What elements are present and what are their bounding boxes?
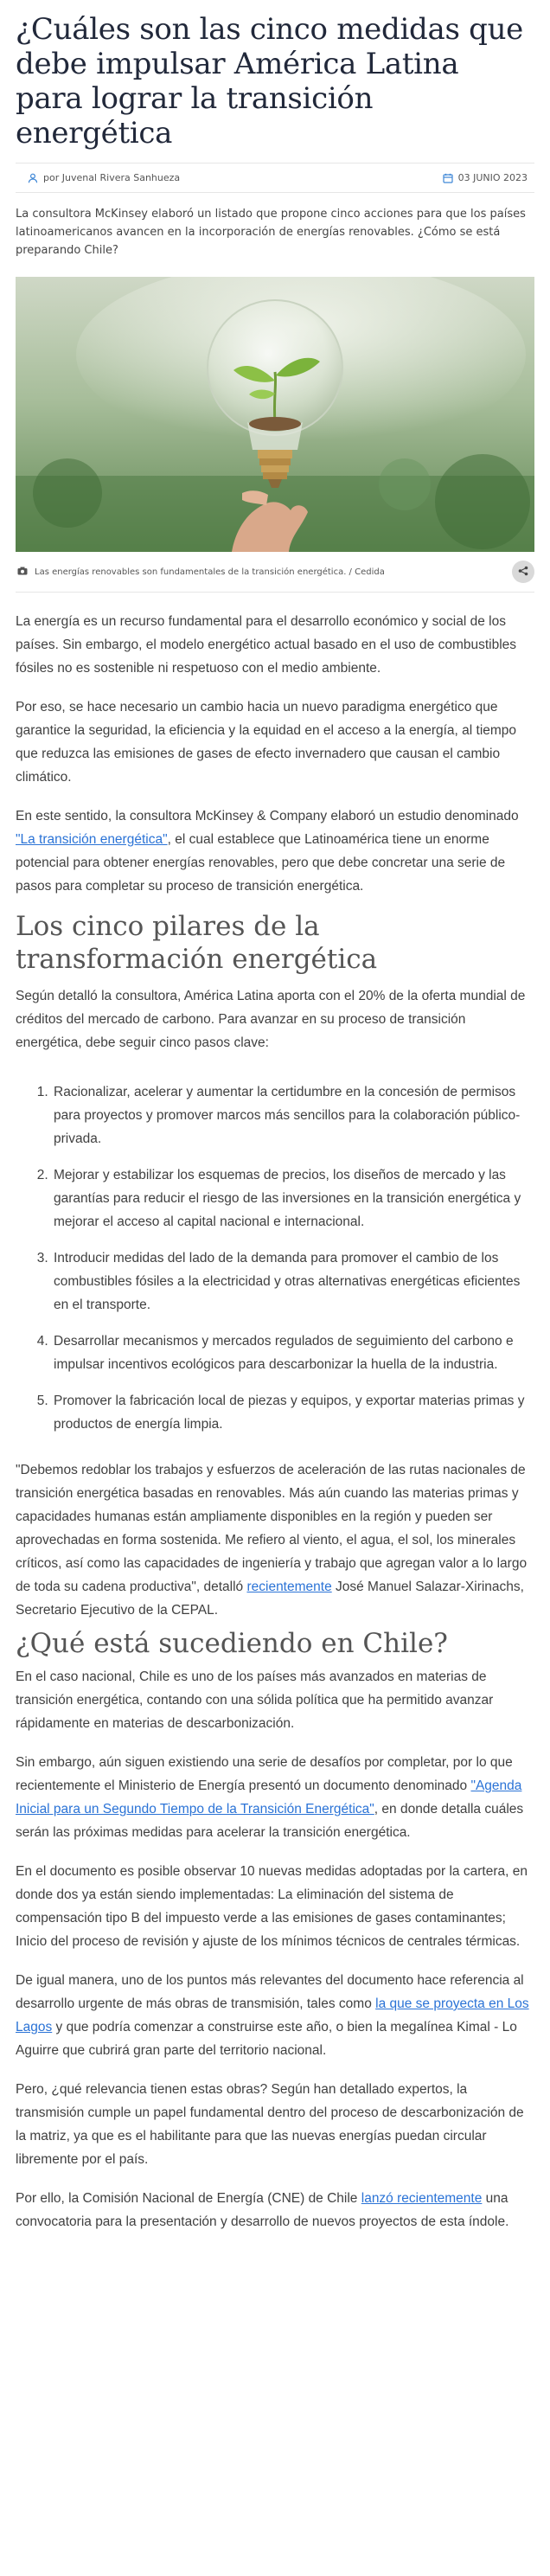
paragraph-text: De igual manera, uno de los puntos más relevantes del documento hace referencia al desarrollo urgente de más obras de transmisión, tales como xyxy=(16,1973,524,2011)
paragraph: En el caso nacional, Chile es uno de los países más avanzados en materias de transición energética, contando con una sólida política que ha permitido avanzar rápidamente en materias de descarbonización. xyxy=(16,1669,494,1731)
paragraph xyxy=(16,1751,534,1844)
paragraph: Según detalló la consultora, América Latina aporta con el 20% de la oferta mundial de créditos del mercado de carbono. Para avanzar en su proceso de transición energética, debe seguir cinco pasos clave: xyxy=(16,989,526,1050)
paragraph-text: y que podría comenzar a construirse este año, o bien la megalínea Kimal - Lo Aguirre que cubrirá gran parte del territorio nacional. xyxy=(16,2020,517,2058)
photo-caption: Las energías renovables son fundamentales de la transición energética. / Cedida xyxy=(35,567,385,577)
link-la-transicion-energetica[interactable]: "La transición energética" xyxy=(16,832,168,847)
steps-list xyxy=(16,1080,534,1436)
paragraph-text: Sin embargo, aún siguen existiendo una serie de desafíos por completar, por lo que recientemente el Ministerio de Energía presentó un documento denominado xyxy=(16,1755,513,1793)
list-item: 3. Introducir medidas del lado de la demanda para promover el cambio de los combustibles fósiles a la electricidad y otras alternativas energéticas eficientes en el transporte. xyxy=(52,1246,534,1317)
lightbulb-plant-illustration xyxy=(16,277,534,552)
list-item: 5. Promover la fabricación local de piezas y equipos, y exportar materias primas y productos de energía limpia. xyxy=(52,1389,534,1436)
paragraph-text: "Debemos redoblar los trabajos y esfuerzos de aceleración de las rutas nacionales de transición energética basadas en renovables. Más aún cuando las materias primas y capacidades humanas están ampliamente disponibles en la región y pueden ser aprovechadas en forma sostenida. Me refiero al viento, el agua, el sol, los minerales críticos, así como las capacidades de ingeniería y trabajo que agregan valor a lo largo de toda su cadena productiva", detalló xyxy=(16,1463,528,1594)
paragraph-text: una convocatoria para la presentación y desarrollo de nuevos proyectos de esta índole. xyxy=(16,2191,509,2229)
paragraph xyxy=(16,804,534,898)
list-item: 2. Mejorar y estabilizar los esquemas de precios, los diseños de mercado y las garantías para reducir el riesgo de las inversiones en la transición energética y mejorar el acceso al capital nacional e internacional. xyxy=(52,1163,534,1234)
paragraph-text: En este sentido, la consultora McKinsey & Company elaboró un estudio denominado xyxy=(16,809,519,823)
list-item: 4. Desarrollar mecanismos y mercados regulados de seguimiento del carbono e impulsar incentivos ecológicos para descarbonizar la huella de la industria. xyxy=(52,1330,534,1376)
article-title: ¿Cuáles son las cinco medidas que debe impulsar América Latina para lograr la transición energética xyxy=(16,12,523,151)
link-lanzo-recientemente[interactable]: lanzó recientemente xyxy=(361,2191,483,2206)
calendar-icon xyxy=(443,173,453,183)
paragraph-text: , en donde detalla cuáles serán las próximas medidas para acelerar la transición energética. xyxy=(16,1802,524,1840)
share-button[interactable] xyxy=(512,561,534,583)
paragraph: La energía es un recurso fundamental para el desarrollo económico y social de los países. Sin embargo, el modelo energético actual basado en el uso de combustibles fósiles no es sostenible ni respetuoso con el medio ambiente. xyxy=(16,614,517,676)
section-heading-pilares: Los cinco pilares de la transformación energética xyxy=(16,911,378,975)
paragraph: Por eso, se hace necesario un cambio hacia un nuevo paradigma energético que garantice la seguridad, la eficiencia y la equidad en el acceso a la energía, al tiempo que reduzca las emisiones de gases de efecto invernadero que causan el cambio climático. xyxy=(16,700,517,785)
article-lead: La consultora McKinsey elaboró un listado que propone cinco acciones para que los países latinoamericanos avancen en la incorporación de energías renovables. ¿Cómo se está preparando Chile? xyxy=(16,208,526,257)
camera-icon xyxy=(17,567,28,578)
section-heading-chile: ¿Qué está sucediendo en Chile? xyxy=(16,1628,448,1659)
paragraph-text: José Manuel Salazar-Xirinachs, Secretario Ejecutivo de la CEPAL. xyxy=(16,1580,524,1618)
author-name: por Juvenal Rivera Sanhueza xyxy=(43,172,181,183)
paragraph-text: , el cual establece que Latinoamérica tiene un enorme potencial para obtener energías renovables, pero que debe concretar una serie de pasos para completar su proceso de transición energética. xyxy=(16,832,506,894)
list-item: 1. Racionalizar, acelerar y aumentar la certidumbre en la concesión de permisos para proyectos y promover marcos más sencillos para la colaboración público-privada. xyxy=(52,1080,534,1150)
paragraph: Pero, ¿qué relevancia tienen estas obras? Según han detallado expertos, la transmisión cumple un papel fundamental dentro del proceso de descarbonización de la matriz, ya que es el habilitante para que las nuevas energías puedan circular libremente por el país. xyxy=(16,2082,524,2167)
user-icon xyxy=(28,173,38,183)
paragraph xyxy=(16,1458,534,1622)
link-los-lagos[interactable]: la que se proyecta en Los Lagos xyxy=(16,1996,529,2035)
share-icon xyxy=(518,566,528,579)
paragraph xyxy=(16,2187,534,2233)
author[interactable] xyxy=(16,172,180,183)
article-figure xyxy=(16,277,534,593)
link-recientemente[interactable]: recientemente xyxy=(246,1580,332,1594)
byline-bar xyxy=(16,163,534,193)
date-text: 03 JUNIO 2023 xyxy=(457,172,528,183)
article-body xyxy=(16,610,534,2233)
paragraph xyxy=(16,1969,534,2062)
photo-caption-bar xyxy=(16,554,534,593)
publish-date xyxy=(443,172,534,183)
paragraph: En el documento es posible observar 10 nuevas medidas adoptadas por la cartera, en donde dos ya están siendo implementadas: La eliminación del sistema de compensación tipo B del impuesto verde a las emisiones de gases contaminantes; Inicio del proceso de revisión y ajuste de los mínimos técnicos de centrales térmicas. xyxy=(16,1864,528,1949)
link-agenda-inicial[interactable]: "Agenda Inicial para un Segundo Tiempo de la Transición Energética" xyxy=(16,1778,522,1817)
paragraph-text: Por ello, la Comisión Nacional de Energía (CNE) de Chile xyxy=(16,2191,361,2206)
article-photo[interactable] xyxy=(16,277,534,552)
